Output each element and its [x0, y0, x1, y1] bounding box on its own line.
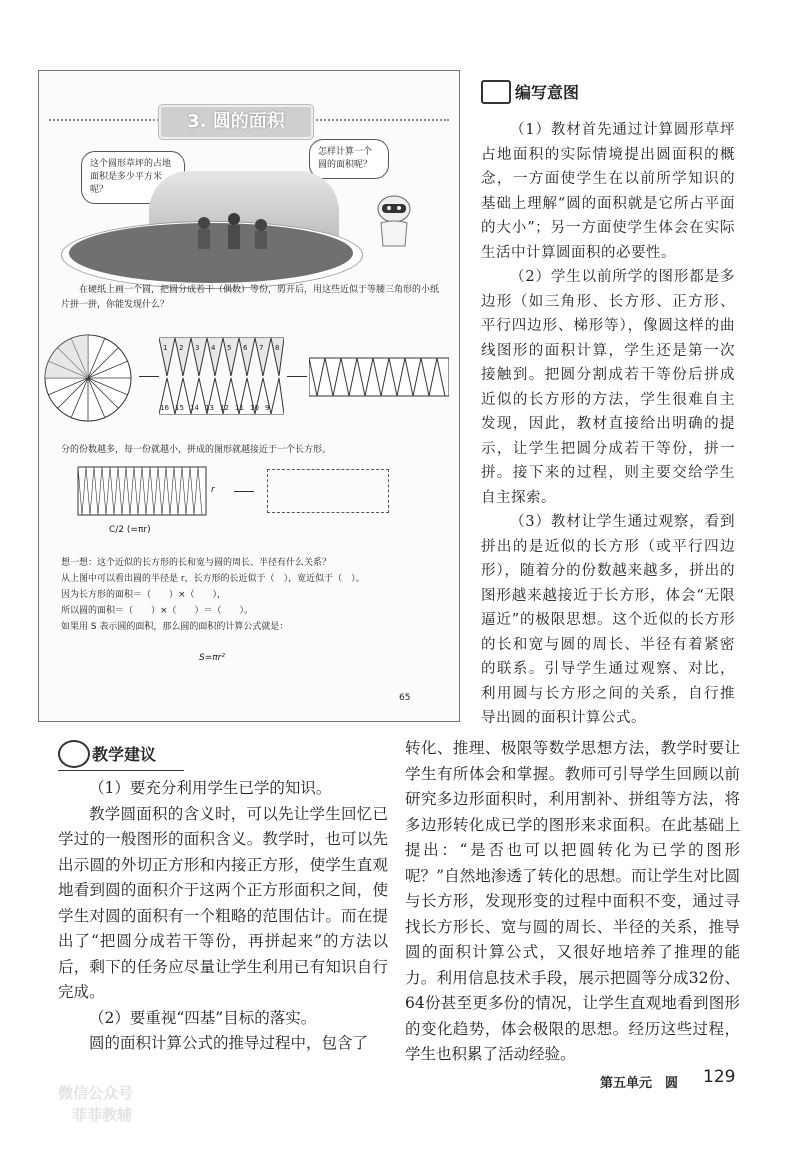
arrow-1: [139, 376, 159, 377]
book-icon: [481, 80, 511, 104]
textbook-page-number: 65: [399, 693, 411, 703]
textbook-page: [38, 70, 460, 722]
robot-mascot: [369, 191, 419, 251]
children-figures: [189, 211, 279, 261]
wedge-number-top: 7: [259, 344, 264, 352]
wedge-number-bottom: 16: [160, 404, 169, 412]
think-text: 想一想：这个近似的长方形的长和宽与圆的周长、半径有什么关系？: [61, 558, 332, 568]
empty-rectangle: [267, 469, 389, 513]
intent-para-2: （2）学生以前所学的图形都是多边形（如三角形、长方形、正方形、平行四边形、梯形等），像圆这样的曲线图形的面积计算，学生还是第一次接触到。把圆分割成若干等份后拼成近似的长方形的方法，学生很难自主发现，因此，教材直接给出明确的提示，让学生把圆分成若干等份，拼一拼。接下来的过程，则主要交给学生自主探索。: [481, 269, 735, 506]
intent-para-1: （1）教材首先通过计算圆形草坪占地面积的实际情境提出圆面积的概念，一方面使学生在以前所学知识的基础上理解“圆的面积就是它所占平面的大小”；另一方面使学生体会在实际生活中计算圆面积的必要性。: [481, 122, 735, 261]
wedge-number-bottom: 10: [250, 404, 259, 412]
watermark-line-1: 微信公众号: [58, 1084, 134, 1102]
wedge-number-bottom: 11: [235, 404, 244, 412]
advice-icon: [58, 740, 90, 768]
title-dots-left: [49, 119, 159, 121]
speech-bubble-right: 怎样计算一个圆的面积呢？: [309, 139, 389, 179]
approx-rectangle: [77, 466, 207, 516]
assembled-shape: [309, 356, 449, 398]
conclusion-text: 分的份数越多，每一份就越小，拼成的图形就越接近于一个长方形。: [61, 445, 332, 455]
wedge-number-bottom: 13: [205, 404, 214, 412]
wedge-number-top: 5: [227, 344, 232, 352]
watermark-line-2: 菲菲教辅: [72, 1106, 133, 1124]
line-3: 所以圆的面积＝（ ）×（ ）＝（ ）。: [61, 606, 254, 616]
wedge-number-top: 1: [163, 344, 168, 352]
wedge-number-top: 6: [243, 344, 248, 352]
advice-para-1: 教学圆面积的含义时，可以先让学生回忆已学过的一般图形的面积含义。教学时，也可以先出示圆的外切正方形和内接正方形，使学生直观地看到圆的面积介于这两个正方形面积之间，使学生对圆的面积有一个粗略的范围估计。而在提出了“把圆分成若干等份，再拼起来”的方法以后，剩下的任务应尽量让学生利用已有知识自行完成。: [58, 804, 388, 1001]
footer-page-number: 129: [703, 1067, 736, 1087]
wedge-number-bottom: 14: [190, 404, 199, 412]
intent-heading: 编写意图: [515, 83, 580, 102]
speech-bubble-left: 这个圆形草坪的占地面积是多少平方米呢？: [81, 151, 185, 204]
advice-sub-1: （1）要充分利用学生已学的知识。: [89, 779, 332, 797]
wedge-number-top: 8: [275, 344, 280, 352]
wedge-number-top: 3: [195, 344, 200, 352]
line-2: 因为长方形的面积＝（ ）×（ ），: [61, 590, 227, 600]
intent-body: [481, 118, 735, 731]
wedge-number-top: 4: [211, 344, 216, 352]
intro-text: 在硬纸上画一个圆，把圆分成若干（偶数）等份，剪开后，用这些近似于等腰三角形的小纸片拼一拼，你能发现什么？: [61, 285, 440, 310]
line-4: 如果用 S 表示圆的面积，那么圆的面积的计算公式就是：: [61, 622, 289, 632]
title-dots-right: [309, 119, 449, 121]
arrow-2: [287, 376, 307, 377]
rect-width-label: C/2 (=πr): [109, 525, 151, 535]
divided-circle: [43, 333, 133, 423]
formula: S=πr²: [199, 653, 225, 663]
advice-sub-2: （2）要重视“四基”目标的落实。: [89, 1008, 317, 1027]
advice-right-column: 转化、推理、极限等数学思想方法，教学时要让学生有所体会和掌握。教师可引导学生回顾以前研究多边形面积时，利用割补、拼组等方法，将多边形转化成已学的图形来求面积。在此基础上提出：“是否也可以把圆转化为已学的图形呢？”自然地渗透了转化的思想。而让学生对比圆与长方形，发现形变的过程中面积不变，通过寻找长方形长、宽与圆的周长、半径的关系，推导圆的面积计算公式，又很好地培养了推理的能力。利用信息技术手段，展示把圆等分成32份、64份甚至更多份的情况，让学生直观地看到图形的变化趋势，体会极限的思想。经历这些过程，学生也积累了活动经验。: [405, 739, 740, 1063]
advice-heading-rule: [58, 770, 184, 771]
rect-height-label: r: [211, 485, 215, 495]
lesson-title: 3. 圆的面积: [159, 105, 313, 139]
advice-para-2: 圆的面积计算公式的推导过程中，包含了: [89, 1034, 369, 1052]
wedge-number-bottom: 9: [265, 404, 270, 412]
line-1: 从上图中可以看出圆的半径是 r，长方形的长近似于（ ），宽近似于（ ）。: [61, 574, 365, 584]
wedge-number-top: 2: [179, 344, 184, 352]
wedge-number-bottom: 15: [175, 404, 184, 412]
arrow-3: [234, 491, 254, 492]
advice-heading: 教学建议: [92, 745, 157, 764]
wedge-number-bottom: 12: [220, 404, 229, 412]
footer-unit: 第五单元 圆: [600, 1076, 679, 1091]
advice-left-column: [58, 776, 388, 1057]
intent-para-3: （3）教材让学生通过观察，看到拼出的是近似的长方形（或平行四边形），随着分的份数越来越多，拼出的图形越来越接近于长方形，体会“无限逼近”的极限思想。这个近似的长方形的长和宽与圆的周长、半径有着紧密的联系。引导学生通过观察、对比，利用圆与长方形之间的关系，自行推导出圆的面积计算公式。: [481, 514, 735, 726]
